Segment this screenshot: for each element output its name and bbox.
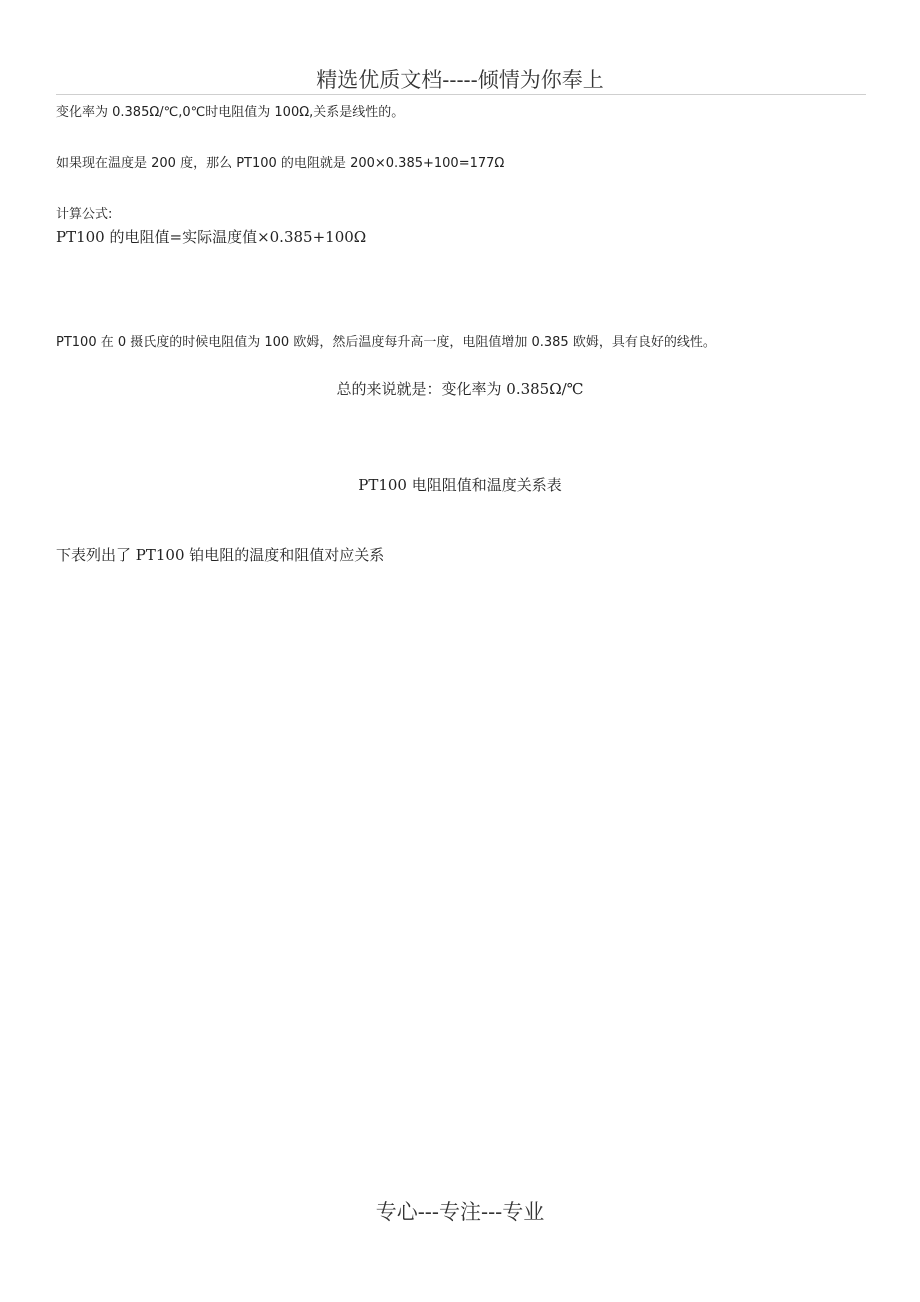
table-title: PT100 电阻阻值和温度关系表 (358, 476, 562, 494)
page-footer: 专心---专注---专业 (375, 1200, 545, 1224)
summary-line: 总的来说就是：变化率为 0.385Ω/℃ (336, 380, 584, 398)
rate-line: 变化率为 0.385Ω/℃,0℃时电阻值为 100Ω,关系是线性的。 (56, 105, 405, 120)
example-calculation-line: 如果现在温度是 200 度，那么 PT100 的电阻就是 200×0.385+100=177Ω (56, 156, 505, 171)
formula-text: PT100 的电阻值=实际温度值×0.385+100Ω (56, 228, 367, 246)
table-intro: 下表列出了 PT100 铂电阻的温度和阻值对应关系 (56, 546, 385, 564)
page-header-title: 精选优质文档-----倾情为你奉上 (316, 68, 604, 92)
description-paragraph: PT100 在 0 摄氏度的时候电阻值为 100 欧姆，然后温度每升高一度，电阻值增加 0.385 欧姆，具有良好的线性。 (56, 335, 716, 350)
header-divider (56, 94, 866, 95)
formula-label: 计算公式: (56, 207, 113, 222)
